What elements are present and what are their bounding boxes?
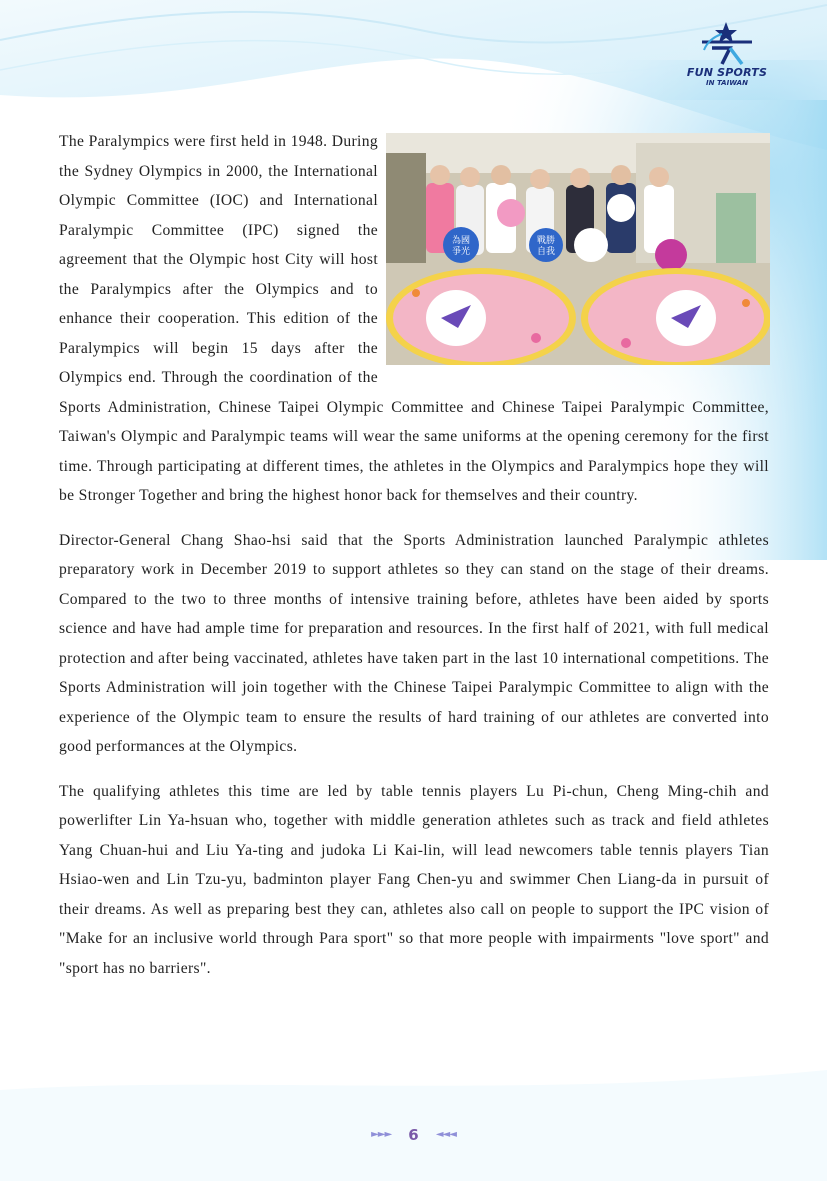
- logo-title: FUN SPORTS: [686, 66, 768, 79]
- sign-1: 為國: [451, 236, 471, 246]
- page-number: 6: [408, 1125, 419, 1144]
- paragraph-3: The qualifying athletes this time are led by table tennis players Lu Pi-chun, Cheng Ming-chih and powerlifter Lin Ya-hsuan who, together with middle generation athletes such as track and field athletes Yang Chuan-hui and Liu Ya-ting and judoka Li Kai-lin, will lead newcomers table tennis players Tian Hsiao-wen and Lin Tzu-yu, badminton player Fang Chen-yu and swimmer Chen Liang-da in pursuit of their dreams. As well as preparing best they can, athletes also call on people to support the IPC vision of "Make for an inclusive world through Para sport" so that more people with impairments "love sport" and "sport has no barriers".: [59, 782, 769, 977]
- page-footer: [0, 1124, 827, 1144]
- arrows-right-icon: ◄◄◄: [435, 1129, 456, 1140]
- paragraph-1: The Paralympics were first held in 1948. During the Sydney Olympics in 2000, the International Olympic Committee (IOC) and International Paralympic Committee (IPC) signed the agreement that the Olympic host City will host the Paralympics after the Olympics and to enhance their cooperation. This edition of the Paralympics will begin 15 days after the Olympics end. Through the coordination of the Sports Administration, Chinese Taipei Olympic Committee and Chinese Taipei Paralympic Committee, Taiwan's Olympic and Paralympic teams will wear the same uniforms at the opening ceremony for the first time. Through participating at different times, the athletes in the Olympics and Paralympics hope they will be Stronger Together and bring the highest honor back for themselves and their country.: [59, 133, 769, 504]
- svg-text:爭光: 爭光: [451, 247, 471, 257]
- group-photo: [386, 133, 770, 365]
- arrows-left-icon: ►►►: [371, 1129, 392, 1140]
- article-body: [59, 127, 769, 998]
- logo-emblem-icon: [682, 20, 772, 66]
- group-photo-image: [386, 133, 770, 365]
- logo-subtitle: IN TAIWAN: [706, 79, 748, 87]
- fun-sports-logo: [682, 20, 772, 92]
- paragraph-2: Director-General Chang Shao-hsi said that the Sports Administration launched Paralympic athletes preparatory work in December 2019 to support athletes so they can stand on the stage of their dreams. Compared to the two to three months of intensive training before, athletes have been aided by sports science and have had ample time for preparation and resources. In the first half of 2021, with full medical protection and after being vaccinated, athletes have taken part in the last 10 international competitions. The Sports Administration will join together with the Chinese Taipei Paralympic Committee to align with the experience of the Olympic team to ensure the results of hard training of our athletes are converted into good performances at the Olympics.: [59, 531, 769, 755]
- svg-text:自我: 自我: [536, 247, 556, 257]
- sign-2: 戰勝: [536, 236, 556, 246]
